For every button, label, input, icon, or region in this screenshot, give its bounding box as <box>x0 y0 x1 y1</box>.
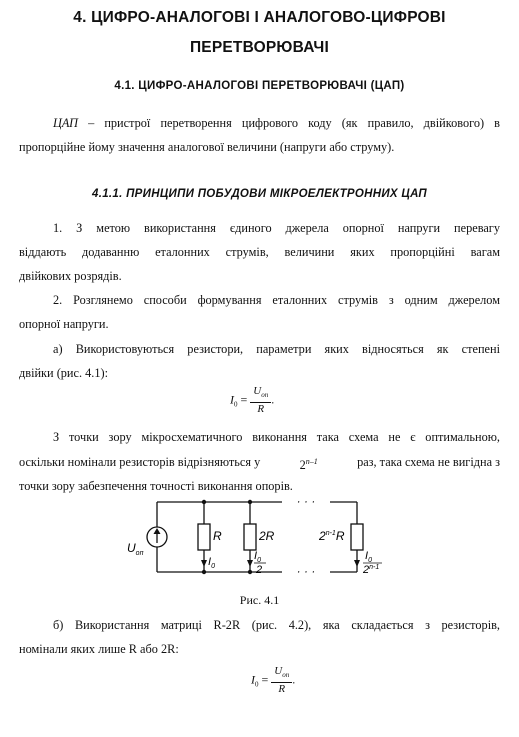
resistor-2n-1r <box>351 524 363 550</box>
dots-bottom: · · · <box>296 564 316 578</box>
formula2-tail: . <box>292 672 296 687</box>
label-in-den: 2$^{n-1}$ <box>363 564 380 576</box>
para1-line1: 1. З метою використання єдиного джерела опорної напруги перевагу <box>53 221 500 235</box>
section-title: 4.1. ЦИФРО-АНАЛОГОВІ ПЕРЕТВОРЮВАЧІ (ЦАП) <box>114 80 405 92</box>
para-a-line1: а) Використовуються резистори, параметри яких відносяться як степені <box>53 342 500 356</box>
para2-line2: опорної напруги. <box>19 317 109 331</box>
chapter-title-line1: 4. ЦИФРО-АНАЛОГОВІ І АНАЛОГОВО-ЦИФРОВІ <box>73 9 446 26</box>
para-a-line2: двійки (рис. 4.1): <box>19 366 109 380</box>
label-r: R <box>213 529 222 543</box>
junction-dot <box>248 500 252 504</box>
para2-line1: 2. Розглянемо способи формування еталонних струмів з одним джерелом <box>53 293 500 307</box>
chapter-title-line2: ПЕРЕТВОРЮВАЧІ <box>189 39 330 56</box>
formula2-num: U <box>274 665 283 677</box>
formula-1 <box>230 385 274 416</box>
junction-dot <box>248 570 252 574</box>
figure-caption: Рис. 4.1 <box>239 593 280 607</box>
para1-line3: двійкових розрядів. <box>19 269 122 283</box>
para-b-line1: б) Використання матриці R-2R (рис. 4.2), яка складається з резисторів, <box>53 618 500 632</box>
label-i0: $I_0$ <box>208 556 215 570</box>
subsection-title: 4.1.1. ПРИНЦИПИ ПОБУДОВИ МІКРОЕЛЕКТРОННИХ ЦАП <box>92 188 427 200</box>
para3-power-base: 2 <box>299 458 306 473</box>
para3-power-exp: n–1 <box>305 457 318 466</box>
circuit-diagram <box>120 495 385 580</box>
para1-line2: віддають додаванню еталонних струмів, величини яких пропорційні вагам <box>19 245 500 259</box>
junction-dot <box>202 500 206 504</box>
formula1-eq: = <box>237 392 251 407</box>
formula1-den: R <box>257 403 265 416</box>
current-arrow-1 <box>201 560 207 567</box>
para-b-line2: номінали яких лише R або 2R: <box>19 642 179 656</box>
formula2-fraction <box>271 665 292 696</box>
formula2-den: R <box>278 683 286 696</box>
para3-line3: точки зору забезпечення точності виконання опорів. <box>19 479 293 493</box>
definition-text: – пристрої перетворення цифрового коду (як правило, двійкового) в <box>77 116 500 130</box>
formula2-eq: = <box>258 672 272 687</box>
definition-term: ЦАП <box>53 116 78 130</box>
junction-dot <box>202 570 206 574</box>
source-arrowhead <box>154 528 161 534</box>
label-2r: 2R <box>259 529 275 543</box>
formula1-num: U <box>253 385 262 397</box>
formula1-num-sub: оп <box>261 391 269 400</box>
resistor-r <box>198 524 210 550</box>
formula2-num-sub: оп <box>282 671 290 680</box>
formula2-lhs: I <box>251 672 255 687</box>
formula2-lhs-sub: 0 <box>255 680 259 689</box>
source-label: $U_{оп}$ <box>127 541 144 557</box>
formula1-lhs-sub: 0 <box>234 400 238 409</box>
formula-2 <box>251 665 295 696</box>
para3-line2-end: раз, така схема не вигідна з <box>357 455 500 469</box>
dots-top: · · · <box>296 495 316 508</box>
definition-line1 <box>19 111 500 135</box>
current-arrow-n <box>354 560 360 567</box>
definition-line2: пропорційне йому значення аналогової величини (напруги або струму). <box>19 140 395 154</box>
label-2n-1r: 2$^{n-1}$R <box>319 529 345 543</box>
formula1-fraction <box>250 385 271 416</box>
formula1-tail: . <box>271 392 275 407</box>
label-in-num: $I_0$ <box>365 550 372 564</box>
resistor-2r <box>244 524 256 550</box>
para3-line2-start: оскільки номінали резисторів відрізняються у <box>19 455 261 469</box>
current-arrow-2 <box>247 560 253 567</box>
para3-line1: З точки зору мікросхематичного виконання така схема не є оптимальною, <box>53 430 500 444</box>
label-i0-over-2-den: 2 <box>256 564 263 576</box>
label-i0-over-2-num: $I_0$ <box>254 550 261 564</box>
formula1-lhs: I <box>230 392 234 407</box>
